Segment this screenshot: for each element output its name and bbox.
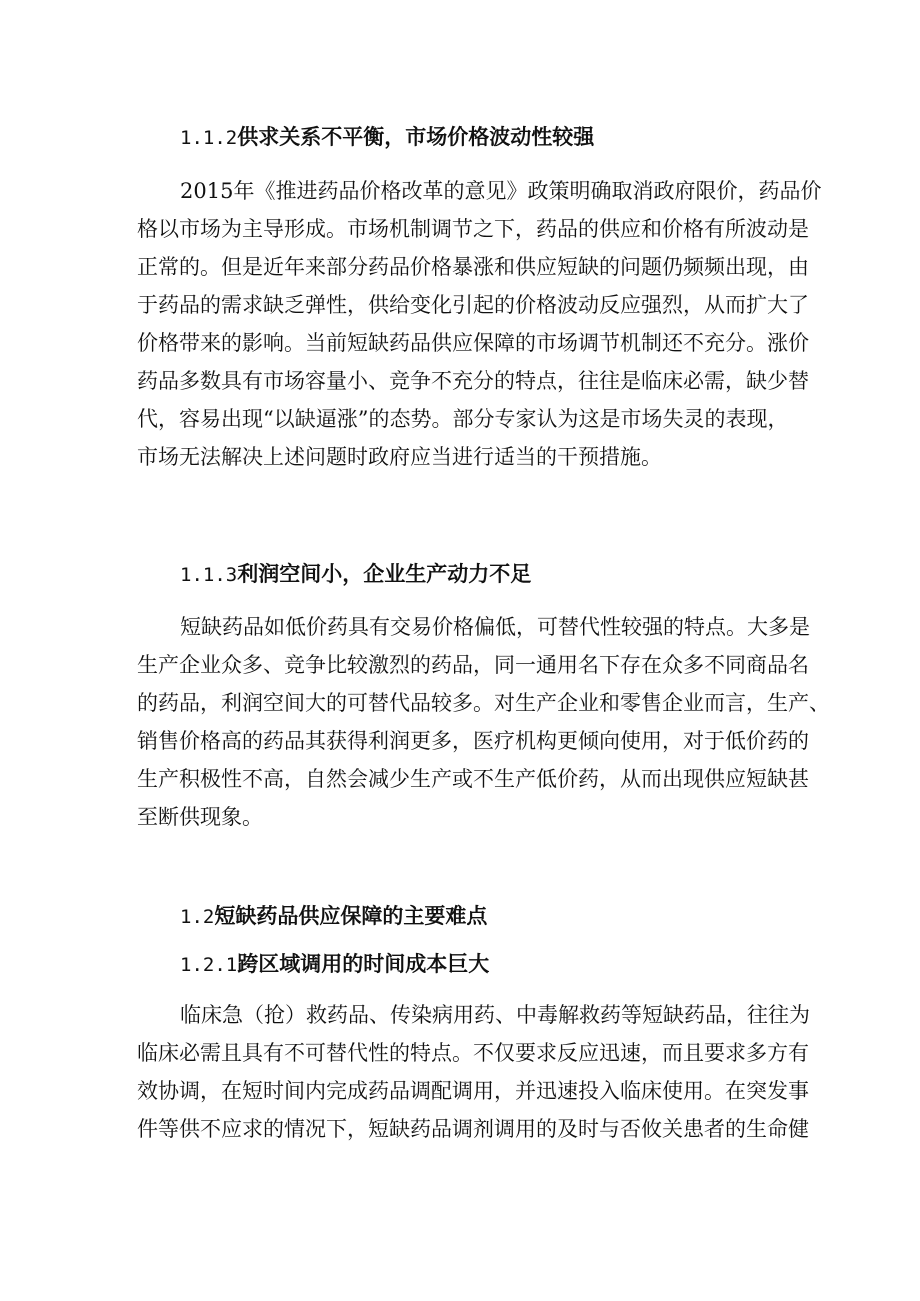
paragraph-line: 格以市场为主导形成。市场机制调节之下，药品的供应和价格有所波动是 (137, 217, 809, 241)
section-number: 1.1.3 (180, 564, 238, 586)
paragraph-line: 2015年《推进药品价格改革的意见》政策明确取消政府限价，药品价 (180, 179, 822, 203)
section-heading-1-1-2 (180, 126, 594, 148)
paragraph-line: 生产企业众多、竞争比较激烈的药品，同一通用名下存在众多不同商品名 (137, 653, 809, 677)
paragraph-line: 于药品的需求缺乏弹性，供给变化引起的价格波动反应强烈，从而扩大了 (137, 293, 809, 317)
paragraph-line: 临床急（抢）救药品、传染病用药、中毒解救药等短缺药品，往往为 (180, 1003, 810, 1027)
paragraph-line: 生产积极性不高，自然会减少生产或不生产低价药，从而出现供应短缺甚 (137, 767, 809, 791)
paragraph-line: 效协调，在短时间内完成药品调配调用，并迅速投入临床使用。在突发事 (137, 1079, 809, 1103)
paragraph-line: 临床必需且具有不可替代性的特点。不仅要求反应迅速，而且要求多方有 (137, 1041, 809, 1065)
section-title: 短缺药品供应保障的主要难点 (214, 903, 488, 928)
paragraph-line: 销售价格高的药品其获得利润更多，医疗机构更倾向使用，对于低价药的 (137, 729, 809, 753)
section-heading-1-1-3 (180, 563, 531, 585)
section-heading-1-2-1 (180, 953, 489, 975)
paragraph-cross-region (137, 996, 810, 1148)
section-heading-1-2 (180, 905, 487, 927)
section-number: 1.2.1 (180, 954, 238, 976)
section-title: 供求关系不平衡，市场价格波动性较强 (237, 124, 595, 149)
paragraph-line: 代，容易出现“以缺逼涨”的态势。部分专家认为这是市场失灵的表现， (137, 407, 789, 431)
paragraph-line: 市场无法解决上述问题时政府应当进行适当的干预措施。 (137, 445, 662, 469)
paragraph-line: 至断供现象。 (137, 805, 263, 829)
paragraph-line: 价格带来的影响。当前短缺药品供应保障的市场调节机制还不充分。涨价 (137, 331, 809, 355)
paragraph-line: 件等供不应求的情况下，短缺药品调剂调用的及时与否攸关患者的生命健 (137, 1117, 809, 1141)
paragraph-line: 短缺药品如低价药具有交易价格偏低，可替代性较强的特点。大多是 (180, 615, 810, 639)
paragraph-price-volatility (137, 172, 821, 476)
section-title: 跨区域调用的时间成本巨大 (237, 951, 490, 976)
paragraph-line: 的药品，利润空间大的可替代品较多。对生产企业和零售企业而言，生产、 (137, 691, 830, 715)
paragraph-low-profit (137, 608, 830, 836)
section-number: 1.1.2 (180, 127, 238, 149)
paragraph-line: 正常的。但是近年来部分药品价格暴涨和供应短缺的问题仍频频出现，由 (137, 255, 809, 279)
section-number: 1.2 (180, 906, 215, 928)
paragraph-line: 药品多数具有市场容量小、竞争不充分的特点，往往是临床必需，缺少替 (137, 369, 809, 393)
section-title: 利润空间小，企业生产动力不足 (237, 561, 532, 586)
